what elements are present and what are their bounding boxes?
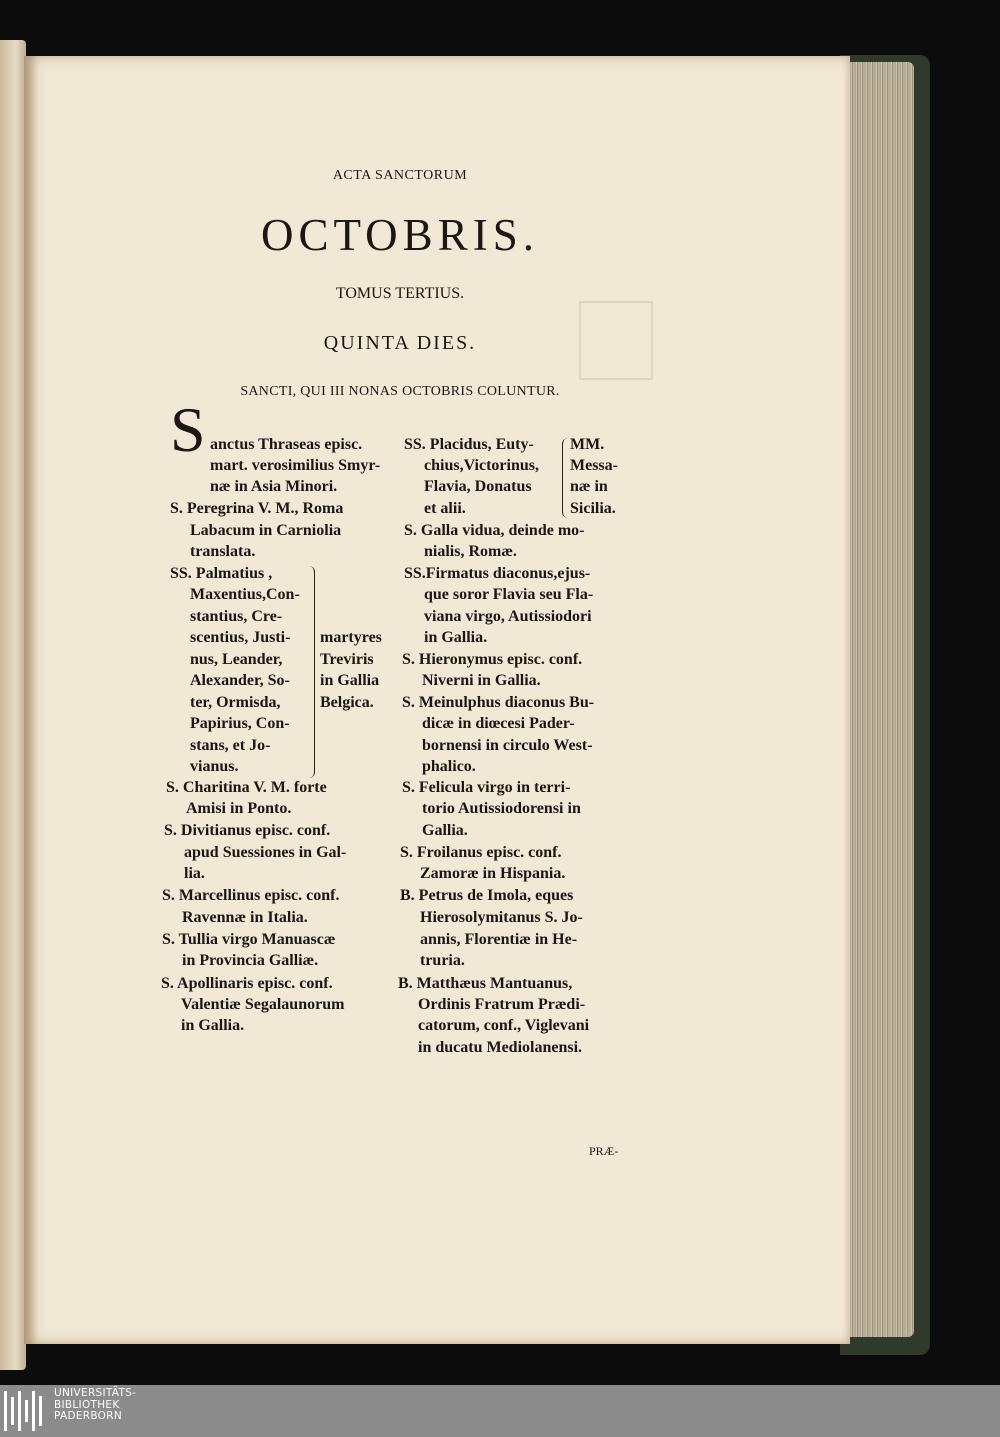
- right-line: et alii.: [424, 500, 466, 517]
- right-line: in ducatu Mediolanensi.: [418, 1039, 583, 1056]
- left-line: in Gallia.: [181, 1017, 245, 1034]
- left-line: S. Divitianus episc. conf.: [164, 822, 331, 839]
- palmatius-note: Treviris: [320, 651, 374, 668]
- right-line: bornensi in circulo West-: [422, 737, 593, 754]
- right-line: SS. Placidus, Euty-: [404, 436, 534, 453]
- right-line: torio Autissiodorensi in: [422, 800, 581, 817]
- right-line: S. Meinulphus diaconus Bu-: [402, 694, 595, 711]
- right-line: B. Petrus de Imola, eques: [400, 887, 574, 904]
- left-line: Labacum in Carniolia: [190, 522, 342, 539]
- left-line: S. Charitina V. M. forte: [166, 779, 327, 796]
- book-page: [24, 56, 850, 1344]
- left-line: Papirius, Con-: [190, 715, 290, 732]
- right-line: catorum, conf., Viglevani: [418, 1017, 590, 1034]
- left-line: lia.: [184, 865, 205, 882]
- left-line: in Provincia Galliæ.: [182, 952, 319, 969]
- right-line: Ordinis Fratrum Prædi-: [418, 996, 586, 1013]
- left-line: Alexander, So-: [190, 672, 290, 689]
- right-line: Zamoræ in Hispania.: [420, 865, 566, 882]
- right-line: dicæ in diœcesi Pader-: [422, 715, 575, 732]
- palmatius-note: in Gallia: [320, 672, 380, 689]
- library-name-line: BIBLIOTHEK: [54, 1398, 120, 1411]
- left-line: S. Apollinaris episc. conf.: [161, 975, 333, 992]
- left-line: Ravennæ in Italia.: [182, 909, 308, 926]
- right-line: que soror Flavia seu Fla-: [424, 586, 594, 603]
- right-line: nialis, Romæ.: [424, 543, 517, 560]
- palmatius-note: Belgica.: [320, 694, 374, 711]
- library-name-line: UNIVERSITÄTS-: [54, 1387, 137, 1399]
- right-line: Hierosolymitanus S. Jo-: [420, 909, 583, 926]
- left-line: apud Suessiones in Gal-: [184, 844, 347, 861]
- right-line: Flavia, Donatus: [424, 478, 532, 495]
- left-line: stantius, Cre-: [190, 608, 283, 625]
- right-line: SS.Firmatus diaconus,ejus-: [404, 565, 591, 582]
- left-line: Maxentius,Con-: [190, 586, 300, 603]
- left-line: Valentiæ Segalaunorum: [181, 996, 345, 1013]
- catchword: PRÆ-: [589, 1144, 619, 1158]
- palmatius-brace: [306, 566, 315, 778]
- page-gutter-shadow: [24, 56, 38, 1344]
- right-line: truria.: [420, 952, 465, 969]
- library-footer-bar: [0, 1385, 1000, 1437]
- right-line: viana virgo, Autissiodori: [424, 608, 592, 625]
- library-name: [54, 1388, 136, 1423]
- placidus-note: Messa-: [570, 457, 618, 474]
- section-subtitle: SANCTI, QUI III NONAS OCTOBRIS COLUNTUR.: [240, 384, 560, 399]
- left-line: ter, Ormisda,: [190, 694, 281, 711]
- placidus-note: Sicilia.: [570, 500, 616, 517]
- right-line: Niverni in Gallia.: [422, 672, 541, 689]
- library-logo-icon: [4, 1391, 44, 1431]
- left-page-edge: [0, 40, 26, 1370]
- right-line: chius,Victorinus,: [424, 457, 539, 474]
- left-line: S. Marcellinus episc. conf.: [162, 887, 340, 904]
- left-line: nus, Leander,: [190, 651, 283, 668]
- volume-label: TOMUS TERTIUS.: [335, 285, 465, 302]
- right-line: Gallia.: [422, 822, 468, 839]
- left-line: S. Peregrina V. M., Roma: [170, 500, 344, 517]
- left-line: mart. verosimilius Smyr-: [210, 457, 381, 474]
- library-name-line: PADERBORN: [54, 1410, 122, 1422]
- palmatius-note: martyres: [320, 629, 382, 646]
- left-line: næ in Asia Minori.: [210, 478, 338, 495]
- right-line: S. Felicula virgo in terri-: [402, 779, 571, 796]
- page-edges: [842, 62, 914, 1337]
- left-line: SS. Palmatius ,: [170, 565, 273, 582]
- right-line: S. Froilanus episc. conf.: [400, 844, 562, 861]
- left-line: S. Tullia virgo Manuascæ: [162, 931, 336, 948]
- right-line: S. Hieronymus episc. conf.: [402, 651, 583, 668]
- running-kicker: ACTA SANCTORUM: [332, 168, 468, 183]
- left-line: anctus Thraseas episc.: [210, 436, 363, 453]
- right-line: in Gallia.: [424, 629, 488, 646]
- placidus-brace: [562, 438, 569, 518]
- placidus-note: næ in: [570, 478, 608, 495]
- left-line: stans, et Jo-: [190, 737, 271, 754]
- right-line: phalico.: [422, 758, 476, 775]
- page-title: OCTOBRIS.: [261, 210, 539, 260]
- left-line: translata.: [190, 543, 256, 560]
- right-line: annis, Florentiæ in He-: [420, 931, 578, 948]
- left-line: scentius, Justi-: [190, 629, 291, 646]
- drop-capital: S: [170, 394, 206, 465]
- left-line: vianus.: [190, 758, 239, 775]
- day-heading: QUINTA DIES.: [323, 332, 477, 354]
- right-line: S. Galla vidua, deinde mo-: [404, 522, 585, 539]
- placidus-note: MM.: [570, 436, 605, 453]
- left-line: Amisi in Ponto.: [186, 800, 292, 817]
- right-line: B. Matthæus Mantuanus,: [398, 975, 573, 992]
